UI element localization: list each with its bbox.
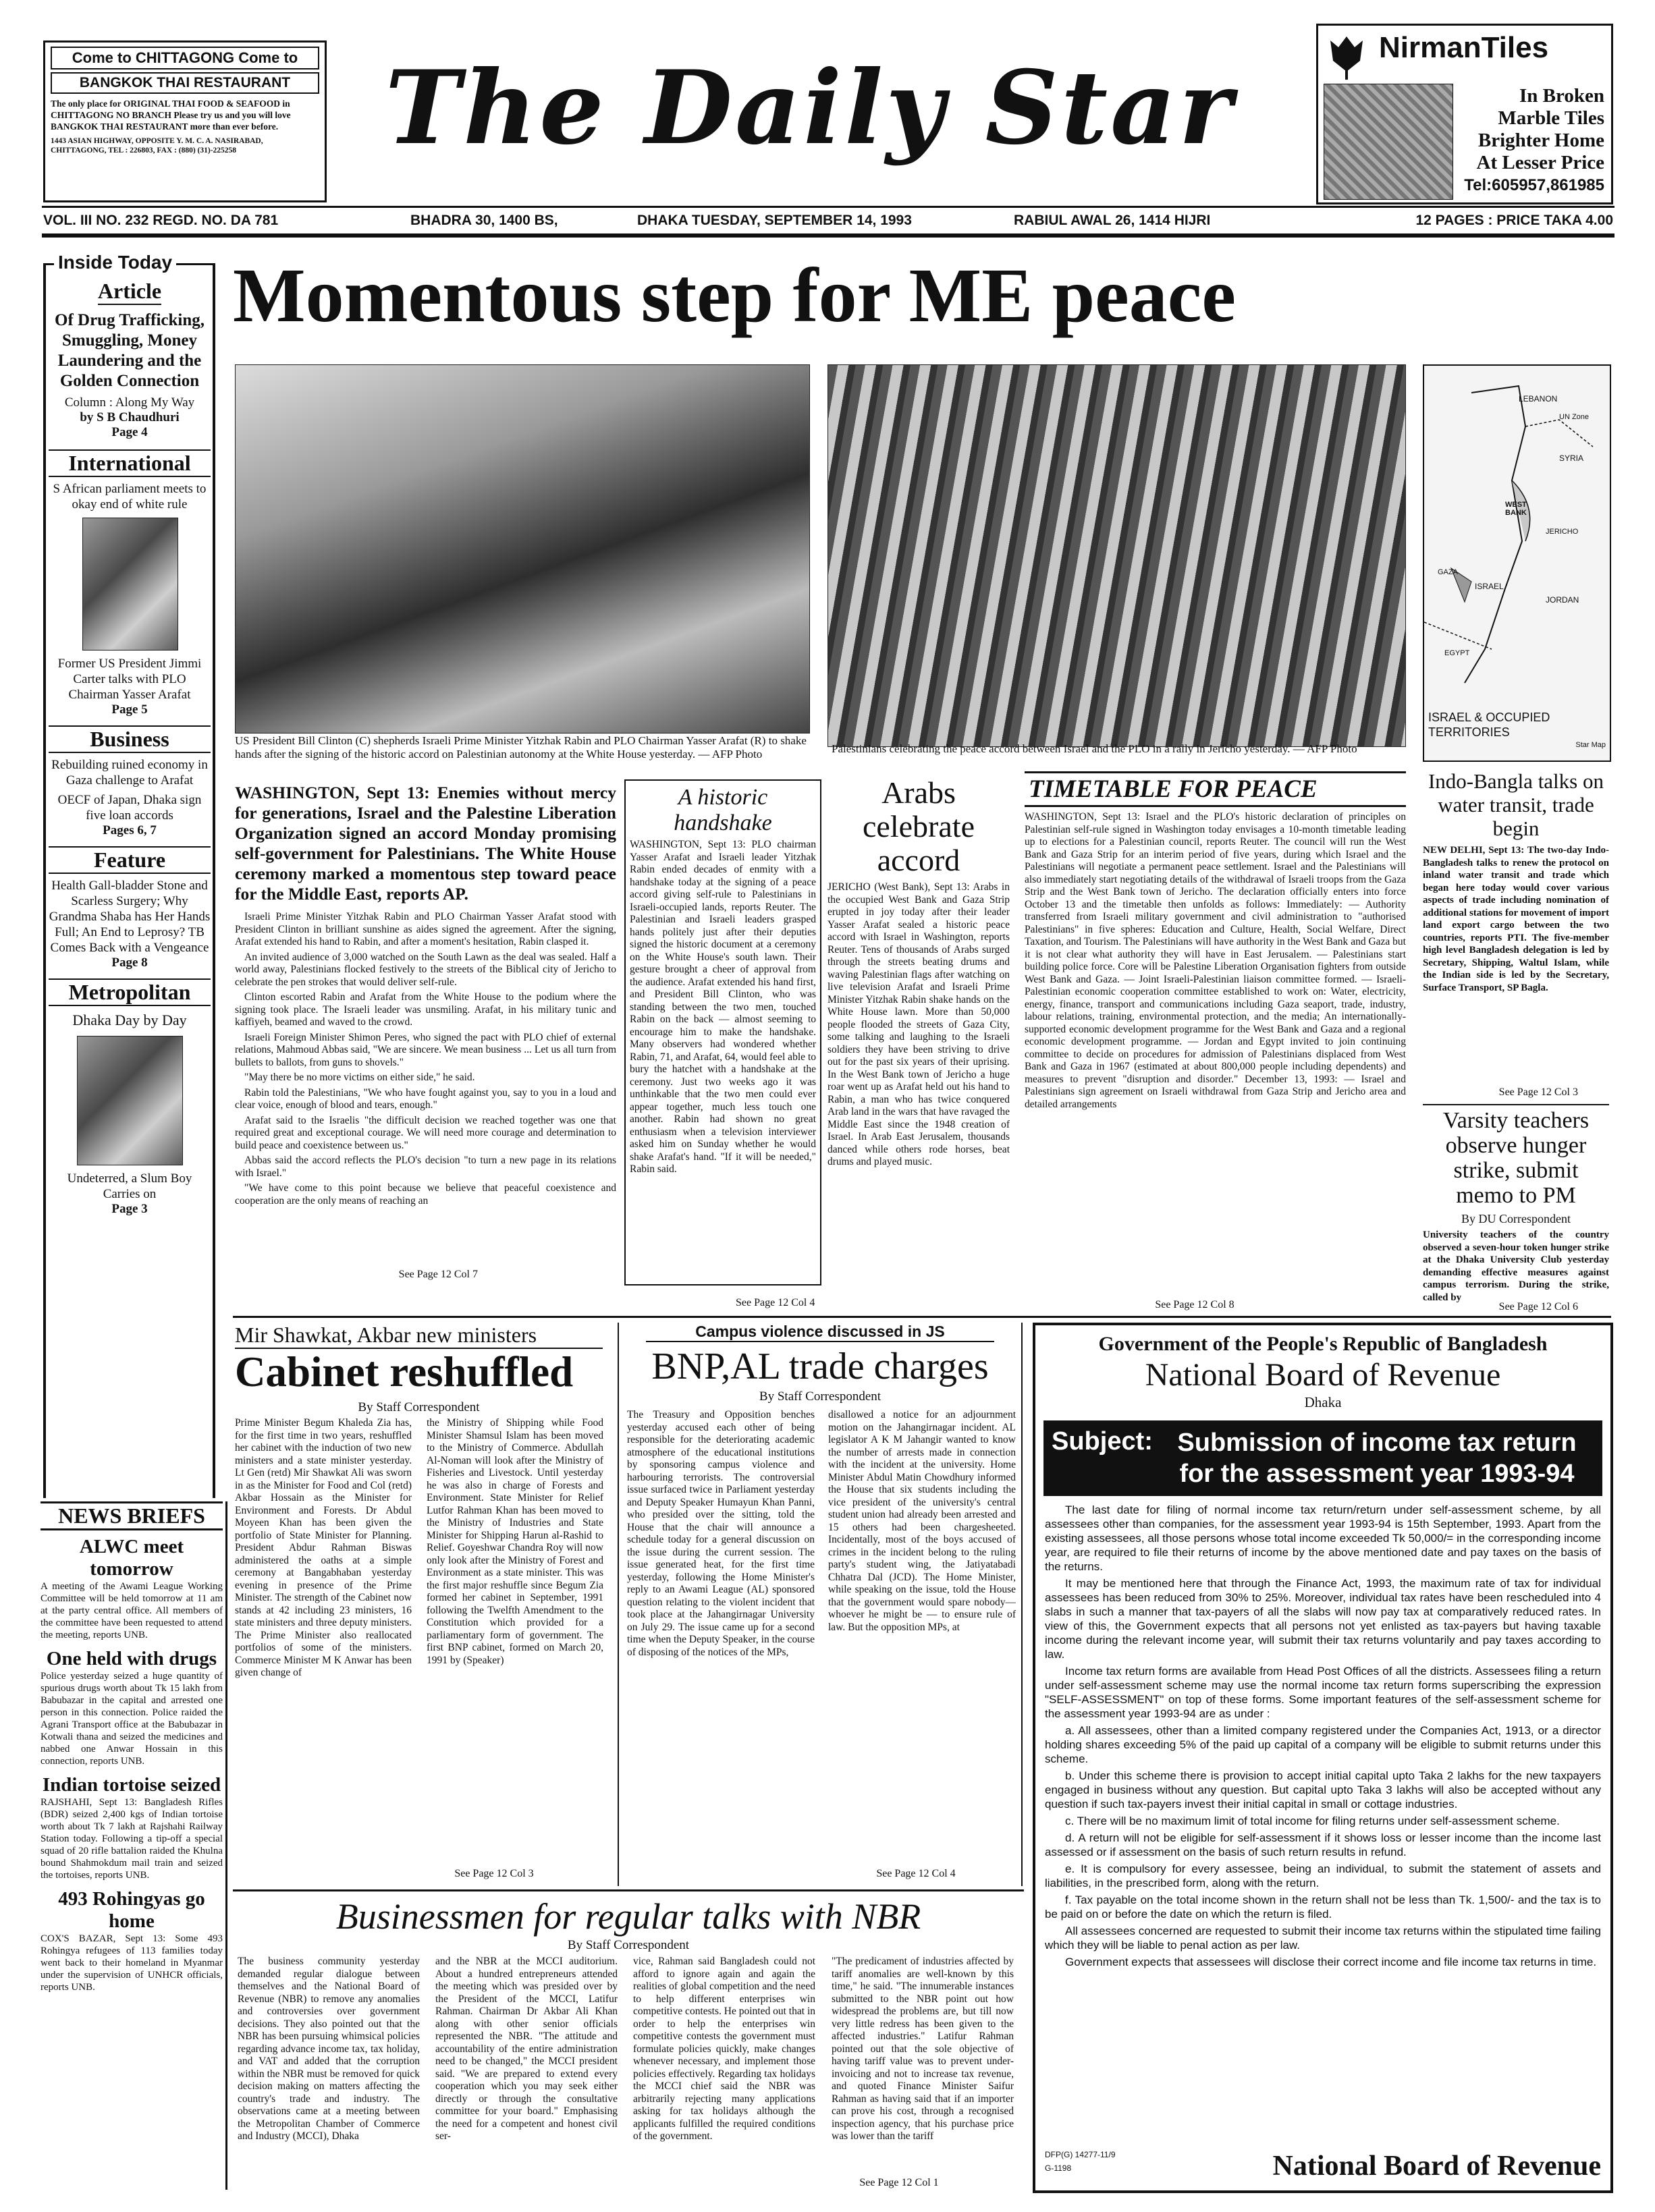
dateline-bar: [43, 209, 1613, 232]
timetable-story: [1025, 771, 1406, 1298]
news-briefs: [40, 1501, 223, 2176]
business-text-2: OECF of Japan, Dhaka sign five loan accords: [57, 793, 202, 823]
international-caption: Former US President Jimmi Carter talks with PLO Chairman Yasser Arafat: [57, 657, 202, 702]
lead-body: [235, 911, 616, 1207]
nbr-p5: Government expects that assessees will disclose their correct income and file income tax returns in time.: [1065, 1956, 1597, 1968]
map-label-israel: ISRAEL: [1475, 582, 1504, 591]
map-label-un-zone: UN Zone: [1559, 413, 1590, 421]
nbr-subject-bar: [1043, 1420, 1602, 1496]
nbr-item-e: e. It is compulsory for every assessee, being an individual, to submit the statement of assets and liabilities, in the prescribed form, along with the return.: [1045, 1862, 1601, 1889]
nbr-p4: All assessees concerned are requested to submit their income tax returns within the stipulated time failing which they will be liable to penal action as per law.: [1045, 1925, 1601, 1952]
feature-text: Health Gall-bladder Stone and Scarless Surgery; Why Grandma Shaba has Her Hands Full; An End to Leprosy? TB Comes Back with a Vengeance: [49, 879, 211, 955]
ad-right-l3: Brighter Home: [1477, 130, 1604, 151]
indobangla-story: [1423, 769, 1609, 1086]
business-page: Pages 6, 7: [103, 823, 157, 837]
business-text: Rebuilding ruined economy in Gaza challenge to Arafat: [51, 758, 208, 787]
handshake-body: WASHINGTON, Sept 13: PLO chairman Yasser Arafat and Israeli leader Yitzhak Rabin ended decades of enmity with a handshake today at the signing of a peace accord giving self-rule to Palestinians in Israeli-occupied lands, reports Reuter. The Palestinian and Israeli leaders grasped hands politely just after their deputies signed the historic document at a ceremony on the White House's south lawn. Their gesture brought a cheer of approval from the audience. Arafat extended his hand first, and President Bill Clinton, who was standing between the two men, touched Rabin on the back — almost seeming to encourage him to make the handshake. Many observers had wondered whether Rabin, 71, and Arafat, 64, would feel able to bury the hatchet with a handshake at the ceremony. Just two weeks ago it was unthinkable that the two men could ever appear together, much less touch one another. Rabin had shown no great enthusiasm when a television interviewer asked him on Sunday whether he would shake Arafat's hand. "If it will be needed," Rabin said.: [630, 839, 816, 1175]
article-column: Column : Along My Way: [64, 395, 195, 410]
nbr-code2: G-1198: [1045, 2163, 1072, 2173]
business-col1: The business community yesterday demanded regular dialogue between themselves and the National Board of Revenue (NBR) to remove any anomalies and controversies over government decisions. They also pointed out that the NBR has been pursuing whimsical policies regarding advance income tax, tax holiday, and VAT and added that the corruption within the NBR must be removed for quick decision making on matters affecting the country's trade and industry. The observations came at a meeting between the Metropolitan Chamber of Commerce and Industry (MCCI), Dhaka: [238, 1956, 420, 2142]
cabinet-col1: Prime Minister Begum Khaleda Zia has, for the first time in two years, reshuffled her cabinet with the induction of two new ministers and a state minister yesterday. Lt Gen (retd) Mir Shawkat Ali was sworn in as the Minister for Food and Col (retd) Akbar Hossain as the Minister for Environment and Forests. Dr Abdul Moyeen Khan has been given the portfolio of State Minister for Planning. President Abdur Rahman Biswas administered the oaths at a simple ceremony at Bangabhaban yesterday evening in presence of the Prime Minister. The strength of the Cabinet now stands at 42 including 23 ministers, 16 state ministers and three deputy ministers. The Prime Minister also reallocated portfolios of some of the ministers. Commerce Minister M K Anwar has been given change of: [235, 1417, 412, 1678]
lead-para: Arafat said to the Israelis "the difficult decision we reached together was one that required great and exceptional courage. We will need more courage and determination to build peace and coexistence between us.": [235, 1114, 616, 1151]
jericho-rally-photo: [828, 364, 1406, 747]
ad-right-l2: Marble Tiles: [1498, 107, 1604, 129]
ad-right-l4: At Lesser Price: [1476, 152, 1604, 173]
carter-arafat-photo: [82, 518, 178, 651]
ad-right-tel: Tel:605957,861985: [1464, 176, 1604, 194]
js-kicker: Campus violence discussed in JS: [646, 1323, 994, 1342]
business-title: Businessmen for regular talks with NBR: [335, 1896, 921, 1937]
brief2-title: One held with drugs: [46, 1648, 217, 1669]
lead-para: Clinton escorted Rabin and Arafat from the White House to the podium where the signing took place. The Israeli leader was unsmiling. Arafat, in his military tunic and kaffiyeh, beamed and waved to the crowd.: [235, 991, 616, 1028]
nbr-subject: Submission of income tax return for the assessment year 1993-94: [1177, 1429, 1577, 1488]
metropolitan-caption: Undeterred, a Slum Boy Carries on: [67, 1171, 192, 1201]
varsity-by: By DU Correspondent: [1461, 1212, 1571, 1225]
inside-today-sidebar: [43, 252, 215, 1498]
article-page: Page 4: [111, 425, 148, 439]
nbr-subject-label: Subject:: [1052, 1427, 1153, 1456]
hijri-date: RABIUL AWAL 26, 1414 HIJRI: [1014, 213, 1211, 228]
nbr-item-d: d. A return will not be eligible for self-assessment if it shows loss or lesser income than the income last assessed or if assessment on the basis of such return results in refund.: [1045, 1831, 1601, 1858]
js-title: BNP,AL trade charges: [651, 1346, 989, 1387]
indobangla-see-page: See Page 12 Col 3: [1498, 1086, 1578, 1098]
brief1-title: ALWC meet tomorrow: [79, 1536, 184, 1580]
masthead-rule-bottom: [42, 233, 1615, 238]
business-col3: vice, Rahman said Bangladesh could not afford to ignore again and again the realities of global competition and the need to help different enterprises win competitive contests. He pointed out that in order to help the enterprises win competitive contests the government must formulate policies quickly, make changes whenever necessary, and implement those policies effectively. Regarding tax holidays the MCCI chief said the NBR was arbitrarily rejecting many applications asking for tax holidays although the applicants fulfilled the required conditions of the government.: [633, 1956, 815, 2142]
js-col2: disallowed a notice for an adjournment motion on the Jahangirnagar incident. AL legislator A K M Jahangir wanted to know the number of arrests made in connection with the incident at the university. Home Minister Abdul Matin Chowdhury informed the House that six students including the vice president of the university's central student union had already been arrested and 15 others had been chargesheeted. Incidentally, most of the boys accused of crimes in the incident belong to the ruling party's student wing, the Jatiyatabadi Chhatra Dal (JCD). The Home Minister, while speaking on the issue, told the House that the government would spare nobody— whoever he might be — to ensure rule of law. But the opposition MPs, at: [828, 1409, 1016, 1633]
lead-intro: WASHINGTON, Sept 13: Enemies without mercy for generations, Israel and the Palestine Liberation Organization signed an accord Monday promising self-government for Palestinians. The White House ceremony marked a momentous step toward peace for the Middle East, reports AP.: [235, 783, 616, 904]
js-col1: The Treasury and Opposition benches yesterday accused each other of being responsible for the deteriorating academic atmosphere of the educational institutions by sponsoring campus violence and harbouring terrorists. The controversial issue surfaced twice in Parliament yesterday and Deputy Speaker Humayun Khan Panni, who presided over the sitting, told the House that the chair will announce a schedule today for a general discussion on the issue during the current session. The issue generated heat, for the first time yesterday, following the Home Minister's reply to an Awami League (AL) sponsored question relating to the violent incident that took place at the Jahangirnagar University on July 29. The issue came up for a second time when the Deputy Speaker, in the course of disposing of the notices of the MPs,: [627, 1409, 815, 1658]
article-title: Of Drug Trafficking, Smuggling, Money Laundering and the Golden Connection: [55, 311, 205, 390]
israel-map: [1423, 364, 1611, 762]
ad-bangkok-thai: [43, 40, 327, 202]
cabinet-see-page: See Page 12 Col 3: [454, 1868, 534, 1879]
signing-handshake-photo: [235, 364, 810, 734]
js-by: By Staff Correspondent: [759, 1389, 881, 1404]
ad-right-l1: In Broken: [1519, 85, 1604, 107]
metropolitan-page: Page 3: [111, 1202, 148, 1216]
js-see-page: See Page 12 Col 4: [876, 1868, 956, 1879]
nbr-item-c: c. There will be no maximum limit of total income for filing returns under self-assessment scheme.: [1065, 1815, 1560, 1827]
brief4-body: COX'S BAZAR, Sept 13: Some 493 Rohingya refugees of 113 families today went back to their homeland in Myanmar under the supervision of UNHCR officials, reports UNB.: [40, 1933, 223, 1993]
ad-left-title: Come to CHITTAGONG Come to: [51, 47, 319, 70]
tulip-logo-icon: [1328, 34, 1365, 80]
nbr-body: [1045, 1503, 1601, 1969]
nbr-signature: National Board of Revenue: [1272, 2151, 1601, 2182]
nbr-gov: Government of the People's Republic of Bangladesh: [1098, 1333, 1548, 1355]
article-heading: Article: [98, 279, 161, 305]
article-by: by S B Chaudhuri: [80, 410, 180, 424]
arabs-body: JERICHO (West Bank), Sept 13: Arabs in the occupied West Bank and Gaza Strip erupted in joy today after their leader Yasser Arafat sealed a historic peace accord with Israel in Washington, reports Reuter. Tens of thousands of Arabs surged through the streets beating drums and waving Palestinian flags after watching on live television Arafat and Israeli Prime Minister Yitzhak Rabin shake hands on the White House lawn. More than 50,000 people flooded the streets of Gaza City, some talking and laughing to the Israeli soldiers they have been striving to drive out for the past six years of their uprising. In the West Bank town of Jericho a huge roar went up as Arafat held out his hand to Rabin, a man who has twice conquered Arab land in the wars that have ravaged the Middle East since the 1948 creation of Israel. In Arab East Jerusalem, thousands danced while others rode horses, beat drums and played music.: [828, 881, 1010, 1167]
nbr-item-a: a. All assessees, other than a limited company registered under the Companies Act, 1913, or a director holding shares exceeding 5% of the paid up capital of a company will be eligible to submit returns under this scheme.: [1045, 1724, 1601, 1765]
lead-story: [235, 783, 616, 1269]
metropolitan-heading: Metropolitan: [49, 978, 211, 1006]
nbr-title: National Board of Revenue: [1145, 1357, 1501, 1393]
ad-right-brand: NirmanTiles: [1379, 31, 1549, 64]
varsity-title: Varsity teachers observe hunger strike, submit memo to PM: [1442, 1108, 1590, 1208]
map-credit: Star Map: [1575, 741, 1606, 749]
nbr-item-b: b. Under this scheme there is provision to accept initial capital upto Taka 2 lakhs for the new taxpayers engaged in business without any question. But capital upto Taka 3 lakhs will also be accepted without any question if such tax-payers invest their initial capital in small or cottage industries.: [1045, 1769, 1601, 1810]
lead-para: Israeli Prime Minister Yitzhak Rabin and PLO Chairman Yasser Arafat stood with President Clinton in brilliant sunshine as aides signed the agreement. After the signing, Arafat extended his hand to Rabin, and after a moment's hesitation, Rabin clasped it.: [235, 911, 616, 947]
feature-page: Page 8: [111, 956, 148, 970]
indobangla-body: NEW DELHI, Sept 13: The two-day Indo-Bangladesh talks to renew the protocol on inland water transit and trade which began here today would cover various aspects of trade including nomination of additional stations for movement of import land export cargo between the two countries, reports PTI. The five-member high level Bangladesh delegation is led by Secretary, Shipping, Waltul Islam, while the Indian side is led by the Secretary, Surface Transport, SP Bagla.: [1423, 845, 1609, 993]
nbr-p1: The last date for filing of normal income tax return/return under self-assessment scheme, by all assessees other than companies, for the assessment year 1993-94 is 15th September, 1993. Apart from the existing assessees, all those persons whose total income exceeded Tk 50,000/= in the corresponding income year, are required to file their returns of income by the above mentioned date and pay taxes on the basis of the returns.: [1045, 1503, 1601, 1573]
lead-para: Abbas said the accord reflects the PLO's decision "to turn a new page in its relations with Israel.": [235, 1155, 616, 1179]
slum-boy-photo: [77, 1036, 183, 1165]
arabs-title: Arabs celebrate accord: [863, 776, 975, 877]
nbr-item-f: f. Tax payable on the total income shown in the return shall not be less than Tk. 1,500/- and the tax is to be paid on or before the date on which the return is filed.: [1045, 1893, 1601, 1920]
map-label-lebanon: LEBANON: [1519, 394, 1558, 404]
arabs-story: [828, 776, 1010, 1296]
lead-para: "We have come to this point because we believe that peaceful coexistence and cooperation are the only means of reaching an: [235, 1182, 616, 1207]
international-text: S African parliament meets to okay end of white rule: [53, 482, 207, 511]
cabinet-by: By Staff Correspondent: [358, 1400, 480, 1414]
ad-nirman-tiles: [1316, 24, 1613, 204]
ad-right-copy: [1464, 85, 1604, 196]
ad-left-name: BANGKOK THAI RESTAURANT: [51, 72, 319, 94]
ad-right-photo: [1324, 84, 1453, 200]
ad-left-address: 1443 ASIAN HIGHWAY, OPPOSITE Y. M. C. A. NASIRABAD, CHITTAGONG, TEL : 226803, FAX : (880) (31)-225258: [51, 137, 263, 155]
varsity-body: University teachers of the country observed a seven-hour token hunger strike at the Dhaka University Club yesterday demanding effective measures against campus terrorism. During the strike, called by: [1423, 1229, 1609, 1303]
brief1-body: A meeting of the Awami League Working Committee will be held tomorrow at 11 am at the party central office. All members of the committee have been requested to attend the meeting, reports UNB.: [40, 1581, 223, 1640]
nbr-p3: Income tax return forms are available from Head Post Offices of all the districts. Assessees filing a return under self-assessment scheme may use the normal income tax return forms superscribing the expression "SELF-ASSESSMENT" on top of these forms. Some important features of the self-assessment scheme for the assessment year 1993-94 are as under :: [1045, 1665, 1601, 1720]
bangla-date: BHADRA 30, 1400 BS,: [410, 213, 558, 228]
handshake-see-page: See Page 12 Col 4: [736, 1297, 815, 1308]
js-box: [618, 1323, 1023, 1886]
business-col4: "The predicament of industries affected by tariff anomalies are well-known by this time," he said. "The innumerable instances submitted to the NBR point out how widespread the problems are, but till now very little redress has been given to the affected industries." Latifur Rahman pointed out that the sole objective of having tariff value was to prevent under-invoicing and not to increase tax revenue, and quoted Finance Minister Saifur Rahman as having said that if an importer can prove his cost, through a recognised inspection agency, that his purchase price was lower than the tariff: [832, 1956, 1014, 2142]
map-caption: ISRAEL & OCCUPIED TERRITORIES: [1428, 711, 1550, 739]
nbr-p2: It may be mentioned here that through the Finance Act, 1993, the maximum rate of tax for individual assessees has been reduced from 30% to 25%. Moreover, individual tax rates have been rescheduled into 4 slabs in such a manner that tax-payers of all the slabs will now pay tax at comparatively reduced rates. In view of this, the Government expects that all persons not yet enlisted as tax-payers but having taxable income during the relevant income year, will submit their tax returns voluntarily and pay taxes according to law.: [1045, 1577, 1601, 1661]
lead-para: Rabin told the Palestinians, "We who have fought against you, say to you in a loud and clear voice, enough of blood and tears, enough.": [235, 1086, 616, 1111]
map-label-west-bank: WEST BANK: [1505, 501, 1527, 517]
lead-see-page: See Page 12 Col 7: [398, 1269, 478, 1280]
mid-rule: [233, 1316, 1611, 1318]
sidebar-content: [49, 279, 211, 1217]
cabinet-kicker: Mir Shawkat, Akbar new ministers: [235, 1323, 603, 1349]
international-page: Page 5: [111, 702, 148, 717]
varsity-see-page: See Page 12 Col 6: [1498, 1301, 1578, 1312]
inside-today-heading: Inside Today: [54, 252, 176, 273]
masthead-title: The Daily Star: [385, 49, 1235, 167]
pages-price: 12 PAGES : PRICE TAKA 4.00: [1415, 213, 1613, 228]
handshake-box: [624, 779, 821, 1285]
indobangla-rule: [1423, 1104, 1609, 1105]
masthead-rule-top: [42, 206, 1615, 208]
varsity-story: [1423, 1108, 1609, 1307]
business-see-page: See Page 12 Col 1: [859, 2177, 939, 2188]
business-heading: Business: [49, 725, 211, 753]
brief3-title: Indian tortoise seized: [42, 1774, 221, 1796]
photo2-caption: Palestinians celebrating the peace accord between Israel and the PLO in a rally in Jericho yesterday. — AFP Photo: [832, 742, 1357, 755]
briefs-rule: [225, 1501, 227, 2190]
nbr-city: Dhaka: [1304, 1394, 1342, 1410]
nbr-code1: DFP(G) 14277-11/9: [1045, 2150, 1116, 2159]
timetable-body: WASHINGTON, Sept 13: Israel and the PLO's historic declaration of principles on Palestinian self-rule signed in Washington today envisages a 10-month timetable leading up to elections for a Palestinian council, reports Reuter. The council will run the West Bank and Gaza Strip for an interim period of five years, during which Israel and the Palestinians will negotiate a permanent peace settlement. Israel and the Palestinians will also immediately start negotiating details of the withdrawal of Israeli troops from the Gaza Strip and the West Bank town of Jericho. The declaration officially enters into force October 13 and the timetable then unfolds as follows: Immediately: — Authority transferred from Israeli military government and civil administration to "authorised Palestinians" in five spheres: Education and Culture, Health, Social Welfare, Direct Taxation, and Tourism. The Palestinians will have authority in the West Bank and Gaza but it is not clear what authority they will have in East Jerusalem. — Palestinians start building police force. Core will be Palestine Liberation Organisation fighters from outside West Bank and Gaza. — Joint Israeli-Palestinian liaison committee formed. — Israeli-Palestinian economic cooperation committee established to work on: Water, electricity, energy, finance, transport and communications including Gaza seaport, trade, industry, labour relations, training, environmental protection, and the media; An internationally-supported economic development programme for the West Bank and Gaza and a regional economic development programme. — Jordan and Egypt invited to join continuing committee to decide on procedures for admission of Palestinians displaced from West Bank and Gaza in 1967 (estimated at about 800,000 people including dependents) and measures to prevent "disruption and disorder." December 13, 1993: — Israel and Palestinians sign agreement on Israeli withdrawal from Gaza Strip and Jericho area and detailed arrangements: [1025, 811, 1406, 1110]
business-by: By Staff Correspondent: [567, 1938, 690, 1952]
timetable-see-page: See Page 12 Col 8: [1155, 1299, 1235, 1310]
map-label-jericho: JERICHO: [1546, 528, 1579, 536]
cabinet-title: Cabinet reshuffled: [235, 1348, 574, 1395]
vol-info: VOL. III NO. 232 REGD. NO. DA 781: [43, 213, 279, 228]
business-top-rule: [233, 1889, 1024, 1891]
metropolitan-text: Dhaka Day by Day: [72, 1012, 187, 1028]
indobangla-title: Indo-Bangla talks on water transit, trade begin: [1428, 769, 1604, 840]
international-heading: International: [49, 449, 211, 477]
handshake-title: A historic handshake: [674, 785, 772, 835]
brief4-title: 493 Rohingyas go home: [58, 1888, 205, 1932]
brief3-body: RAJSHAHI, Sept 13: Bangladesh Rifles (BDR) seized 2,400 kgs of Indian tortoise worth about Tk 7 lakh at Rajshahi Railway Station today. Following a tip-off a special squad of 20 rifle battalion raided the Khulna bound Shahmokdum mail train and seized the tortoises, reports UNB.: [40, 1797, 223, 1881]
issue-date: DHAKA TUESDAY, SEPTEMBER 14, 1993: [637, 213, 912, 228]
lead-para: Israeli Foreign Minister Shimon Peres, who signed the pact with PLO chief of external relations, Mahmoud Abbas said, "We are sincere. We mean business ... Let us all turn from bullets to ballots, from guns to shovels.": [235, 1031, 616, 1068]
cabinet-col2: the Ministry of Shipping while Food Minister Shamsul Islam has been moved to the Ministry of Commerce. Abdullah Al-Noman will look after the Ministry of Fisheries and Livestock. Until yesterday he was also in charge of Forests and Environment. State Minister for Relief Lutfor Rahman Khan has been moved to the Ministry of Industries and State Minister for Shipping Harun al-Rashid to Relief. Goyeshwar Chandra Roy will now only look after the Ministry of Forest and Environment as a state minister. This was the first major reshuffle since Begum Zia formed her cabinet in September, 1991 following the Twelfth Amendment to the Constitution which provided for a parliamentary form of government. The first BNP cabinet, formed on March 20, 1991 by (Speaker): [427, 1417, 603, 1666]
brief2-body: Police yesterday seized a huge quantity of spurious drugs worth about Tk 15 lakh from Babubazar in the capital and arrested one person in this connection. Police raided the Agrani Transport office at the Babubazar in Kotwali thana and seized the medicines and nabbed one Anwar Hossain in this connection, reports UNB.: [40, 1671, 223, 1767]
news-briefs-heading: NEWS BRIEFS: [40, 1501, 223, 1530]
photo1-caption: US President Bill Clinton (C) shepherds Israeli Prime Minister Yitzhak Rabin and PLO Chairman Yasser Arafat (R) to shake hands after the signing of the historic accord on Palestinian autonomy at the White House yesterday. — AFP Photo: [235, 734, 807, 761]
ad-left-text: The only place for ORIGINAL THAI FOOD & SEAFOOD in CHITTAGONG NO BRANCH Please try us and you will love BANGKOK THAI RESTAURANT more than ever before.: [51, 99, 291, 132]
map-label-egypt: EGYPT: [1444, 649, 1470, 657]
map-label-syria: SYRIA: [1559, 453, 1584, 463]
main-headline: Momentous step for ME peace: [233, 252, 1236, 338]
lead-para: "May there be no more victims on either side," he said.: [244, 1072, 475, 1083]
lead-para: An invited audience of 3,000 watched on the South Lawn as the deal was sealed. Half a world away, Palestinians flocked festively to the streets of the Biblical city of Jericho to celebrate the pen strokes that would deliver self-rule.: [235, 951, 616, 988]
feature-heading: Feature: [49, 846, 211, 874]
map-label-gaza: GAZA: [1438, 568, 1458, 576]
timetable-title: TIMETABLE FOR PEACE: [1025, 771, 1406, 807]
nbr-notice: [1033, 1323, 1613, 2193]
business-col2: and the NBR at the MCCI auditorium. About a hundred entrepreneurs attended the meeting which was presided over by the President of the MCCI, Latifur Rahman. Chairman Dr Akbar Ali Khan along with other senior officials represented the NBR. "The attitude and accountability of the entire administration need to be changed," the MCCI president said. "We are prepared to extend every cooperation which you may seek either directly or through the consultative committee for your board." Emphasising the need for a competent and honest civil ser-: [435, 1956, 618, 2142]
map-label-jordan: JORDAN: [1546, 595, 1579, 605]
